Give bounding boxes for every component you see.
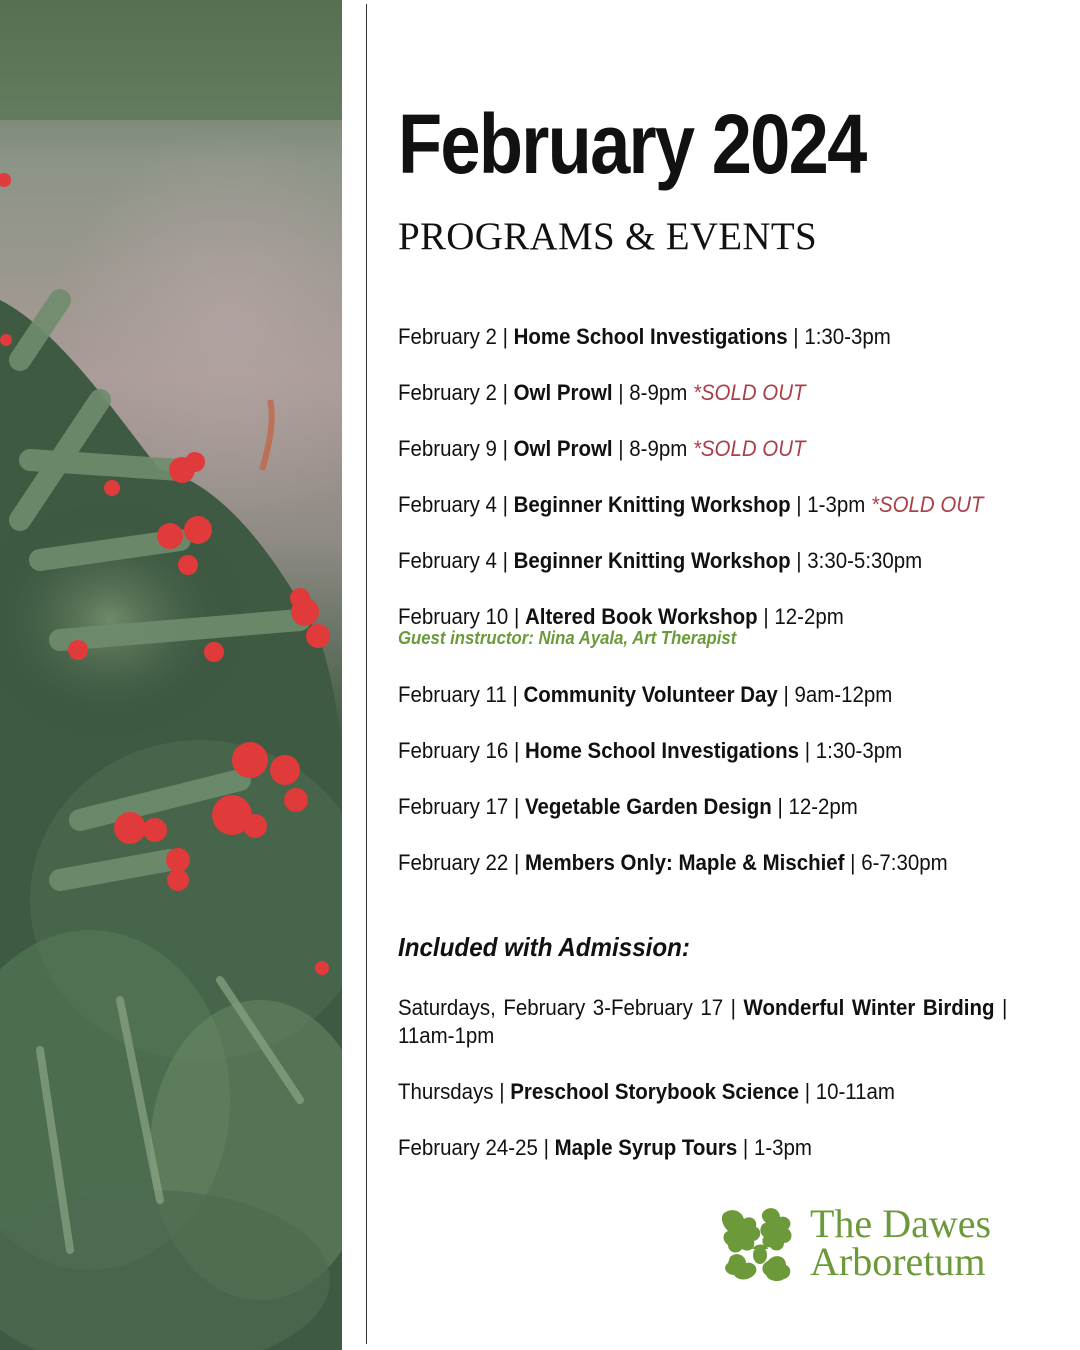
included-heading: Included with Admission: [398,932,690,962]
event-time: 1:30-3pm [815,738,903,763]
sold-out-badge: *SOLD OUT [692,380,806,405]
event-name: Beginner Knitting Workshop [513,492,791,517]
event-time: 12-2pm [774,604,844,629]
event-name: Altered Book Workshop [525,604,758,629]
event-item: February 9 | Owl Prowl | 8-9pm *SOLD OUT [398,436,806,461]
event-date: February 2 [398,324,497,349]
event-time: 8-9pm [629,380,688,405]
included-item: Saturdays, February 3-February 17 | Wonderful Winter Birding | 11am-1pm [398,995,1008,1048]
included-date: Thursdays [398,1079,494,1104]
included-item: February 24-25 | Maple Syrup Tours | 1-3pm [398,1135,812,1160]
event-date: February 2 [398,380,497,405]
included-date: Saturdays, February 3-February 17 [398,995,724,1020]
included-time: 1-3pm [753,1135,812,1160]
lichen-illustration [0,0,342,1350]
oak-leaves-acorn-icon [720,1205,806,1283]
event-item: February 11 | Community Volunteer Day | 9am-12pm [398,682,893,707]
included-time: 11am-1pm [398,1023,495,1048]
event-name: Beginner Knitting Workshop [513,548,791,573]
page-title: February 2024 [398,97,866,191]
included-date: February 24-25 [398,1135,538,1160]
logo-line-1: The Dawes [810,1201,992,1246]
event-name: Community Volunteer Day [523,682,778,707]
event-time: 8-9pm [629,436,688,461]
event-name: Members Only: Maple & Mischief [525,850,845,875]
event-item: February 2 | Owl Prowl | 8-9pm *SOLD OUT [398,380,806,405]
event-time: 1-3pm [807,492,866,517]
event-item: February 2 | Home School Investigations | 1:30-3pm [398,324,891,349]
event-name: Home School Investigations [513,324,788,349]
event-time: 6-7:30pm [861,850,948,875]
event-date: February 16 [398,738,509,763]
event-item: February 22 | Members Only: Maple & Mischief | 6-7:30pm [398,850,948,875]
included-item: Thursdays | Preschool Storybook Science | 10-11am [398,1079,895,1104]
event-name: Vegetable Garden Design [525,794,772,819]
included-name: Maple Syrup Tours [554,1135,738,1160]
event-time: 1:30-3pm [804,324,891,349]
event-list [398,322,1058,904]
vertical-divider [366,4,367,1344]
guest-instructor-note: Guest instructor: Nina Ayala, Art Therapist [398,628,737,648]
lichen-photo [0,0,342,1350]
event-item: February 10 | Altered Book Workshop | 12-2pm Guest instructor: Nina Ayala, Art Therapist [398,602,1012,680]
event-name: Home School Investigations [525,738,800,763]
event-name: Owl Prowl [513,436,613,461]
event-item: February 17 | Vegetable Garden Design | 12-2pm [398,794,858,819]
event-date: February 11 [398,682,507,707]
event-time: 12-2pm [788,794,858,819]
sold-out-badge: *SOLD OUT [870,492,984,517]
event-date: February 10 [398,604,509,629]
event-item: February 16 | Home School Investigations | 1:30-3pm [398,738,903,763]
sold-out-badge: *SOLD OUT [692,436,806,461]
included-list [398,994,1080,1190]
event-date: February 4 [398,548,497,573]
included-name: Wonderful Winter Birding [743,995,995,1020]
event-item: February 4 | Beginner Knitting Workshop | 3:30-5:30pm [398,548,923,573]
included-name: Preschool Storybook Science [510,1079,800,1104]
event-time: 9am-12pm [794,682,893,707]
event-date: February 4 [398,492,497,517]
logo-line-2: Arboretum [810,1239,986,1284]
event-name: Owl Prowl [513,380,613,405]
included-time: 10-11am [815,1079,895,1104]
page-subtitle: PROGRAMS & EVENTS [398,215,817,258]
event-time: 3:30-5:30pm [807,548,923,573]
event-item: February 4 | Beginner Knitting Workshop | 1-3pm *SOLD OUT [398,492,984,517]
logo-wordmark [810,1201,992,1284]
event-date: February 17 [398,794,509,819]
dawes-arboretum-logo [720,1201,1040,1285]
event-date: February 9 [398,436,497,461]
event-date: February 22 [398,850,509,875]
